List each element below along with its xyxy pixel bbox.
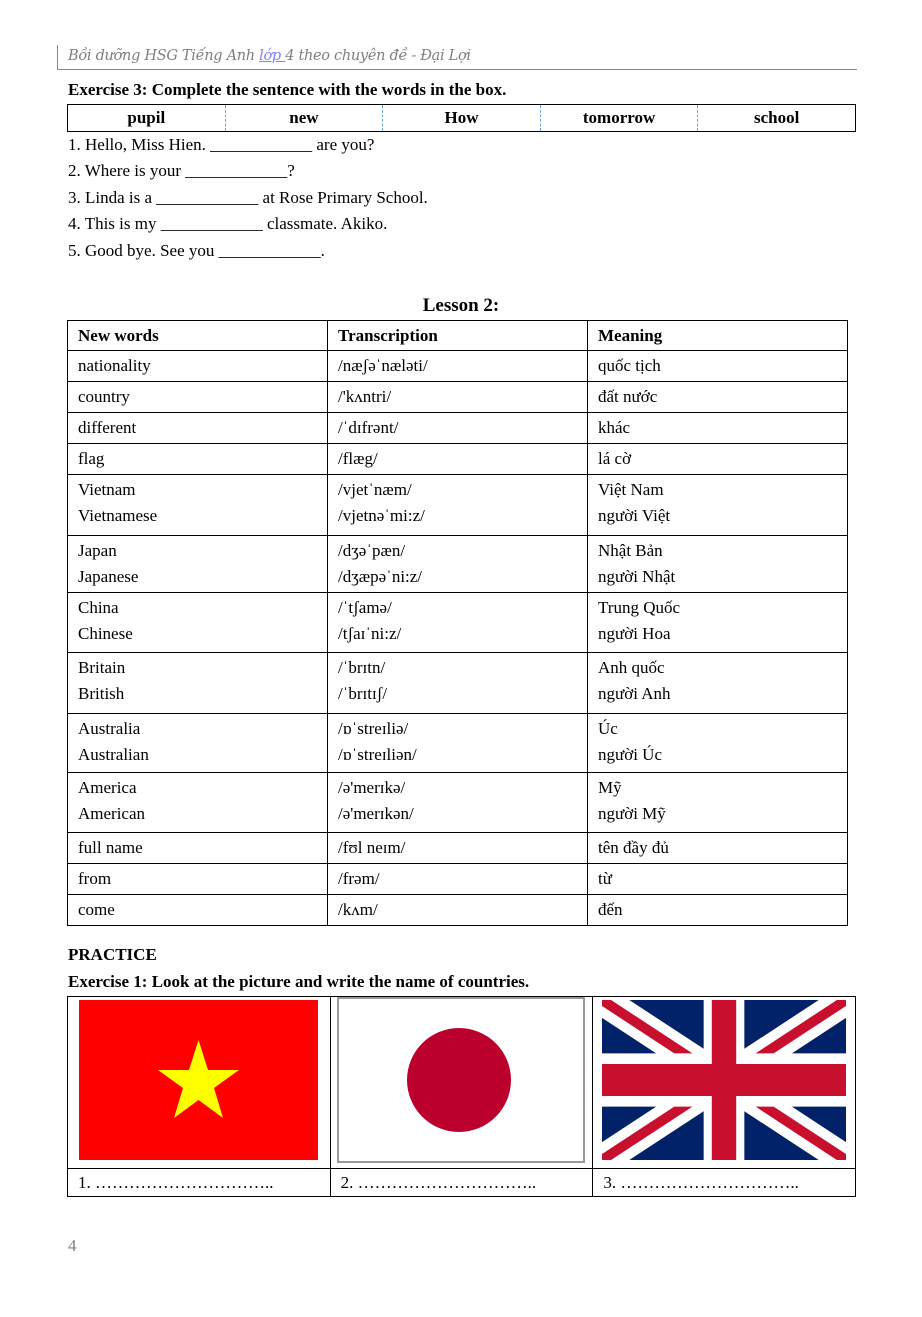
- transcription: /kʌm/: [338, 900, 378, 919]
- sentence: 2. Where is your ____________?: [68, 161, 295, 180]
- word-cell: [68, 773, 328, 833]
- transcription: /ə'merɪkən/: [338, 804, 414, 823]
- table-row: [68, 444, 848, 475]
- word: British: [78, 684, 125, 703]
- transcription-cell: [328, 536, 588, 593]
- word: Australian: [78, 745, 149, 764]
- transcription: /vjetnəˈmi:z/: [338, 506, 425, 525]
- meaning: người Úc: [598, 745, 662, 764]
- transcription-cell: [328, 444, 588, 475]
- header-divider: [57, 69, 857, 70]
- transcription: /dʒæpəˈni:z/: [338, 567, 423, 586]
- transcription: /flæg/: [338, 449, 378, 468]
- table-row: [68, 475, 848, 536]
- meaning-cell: [588, 833, 848, 864]
- meaning-cell: [588, 864, 848, 895]
- lesson-title: Lesson 2:: [422, 295, 500, 316]
- meaning: người Việt: [598, 506, 671, 525]
- meaning-cell: [588, 444, 848, 475]
- word: from: [78, 869, 112, 888]
- meaning-cell: [588, 413, 848, 444]
- word: country: [78, 387, 130, 406]
- meaning: Úc: [598, 719, 618, 738]
- flag-cell: [593, 997, 856, 1169]
- transcription: /ɒˈstreɪliən/: [338, 745, 417, 764]
- page-number: 4: [68, 1236, 77, 1255]
- table-row: [68, 773, 848, 833]
- table-row: [68, 895, 848, 926]
- exercise1-title: Exercise 1: Look at the picture and write the name of countries.: [68, 972, 530, 991]
- word: American: [78, 804, 146, 823]
- transcription-cell: [328, 833, 588, 864]
- answer-blank[interactable]: 3. …………………………..: [593, 1169, 856, 1197]
- word: How: [382, 105, 540, 131]
- table-row: [68, 714, 848, 773]
- header-link[interactable]: lớp: [259, 48, 286, 64]
- word-cell: [68, 351, 328, 382]
- word: America: [78, 778, 137, 797]
- word-cell: [68, 864, 328, 895]
- table-row: [68, 864, 848, 895]
- column-header: Transcription: [328, 321, 588, 351]
- meaning: Trung Quốc: [598, 598, 681, 617]
- sentence: 1. Hello, Miss Hien. ____________ are you?: [68, 135, 375, 154]
- meaning: Mỹ: [598, 778, 622, 797]
- meaning-cell: [588, 714, 848, 773]
- word: Chinese: [78, 624, 133, 643]
- word-cell: [68, 536, 328, 593]
- transcription-cell: [328, 653, 588, 714]
- transcription: /fʊl neɪm/: [338, 838, 406, 857]
- word-cell: [68, 475, 328, 536]
- table-row: [68, 593, 848, 653]
- transcription: /'kʌntri/: [338, 387, 392, 406]
- exercise3-title: Exercise 3: Complete the sentence with the words in the box.: [68, 80, 507, 99]
- word: different: [78, 418, 137, 437]
- table-row: [68, 351, 848, 382]
- meaning-cell: [588, 593, 848, 653]
- answer-blank[interactable]: 1. …………………………..: [68, 1169, 331, 1197]
- meaning-cell: [588, 475, 848, 536]
- transcription: /ˈtʃamə/: [338, 598, 392, 617]
- flag-cell: [68, 997, 331, 1169]
- meaning: Nhật Bản: [598, 541, 663, 560]
- word-cell: [68, 444, 328, 475]
- word: school: [697, 105, 855, 131]
- meaning: đến: [598, 900, 623, 919]
- sentence: 4. This is my ____________ classmate. Akiko.: [68, 214, 388, 233]
- meaning: đất nước: [598, 387, 658, 406]
- meaning: từ: [598, 869, 612, 888]
- word: come: [78, 900, 115, 919]
- word: Japan: [78, 541, 117, 560]
- word-cell: [68, 413, 328, 444]
- table-row: [68, 382, 848, 413]
- sentence: 5. Good bye. See you ____________.: [68, 241, 325, 260]
- word: tomorrow: [540, 105, 698, 131]
- transcription: /ɒˈstreɪliə/: [338, 719, 409, 738]
- header-text: Bồi dưỡng HSG Tiếng Anh: [68, 48, 260, 64]
- meaning-cell: [588, 895, 848, 926]
- word: Vietnamese: [78, 506, 158, 525]
- table-row: [68, 833, 848, 864]
- meaning: quốc tịch: [598, 356, 661, 375]
- transcription-cell: [328, 413, 588, 444]
- transcription: /ˈbrɪtɪʃ/: [338, 684, 388, 703]
- transcription: /dʒəˈpæn/: [338, 541, 406, 560]
- word: pupil: [127, 108, 166, 127]
- meaning-cell: [588, 653, 848, 714]
- table-row: [68, 653, 848, 714]
- word-box: [67, 104, 856, 132]
- word: nationality: [78, 356, 151, 375]
- meaning: tên đầy đủ: [598, 838, 669, 857]
- meaning: Việt Nam: [598, 480, 664, 499]
- word-cell: [68, 833, 328, 864]
- meaning: khác: [598, 418, 631, 437]
- transcription-cell: [328, 593, 588, 653]
- uk-flag-icon: [602, 1000, 846, 1160]
- transcription: /ˈdɪfrənt/: [338, 418, 399, 437]
- vietnam-flag-icon: [79, 1000, 318, 1160]
- word-cell: [68, 895, 328, 926]
- meaning: người Nhật: [598, 567, 676, 586]
- header-text-end: 4 theo chuyên đề - Đại Lợi: [285, 48, 471, 64]
- transcription-cell: [328, 351, 588, 382]
- word: Britain: [78, 658, 126, 677]
- word-cell: [68, 714, 328, 773]
- vocabulary-table: [67, 320, 848, 926]
- meaning-cell: [588, 382, 848, 413]
- word-cell: [68, 593, 328, 653]
- header-bar: [57, 45, 58, 70]
- word: Japanese: [78, 567, 139, 586]
- transcription: /vjetˈnæm/: [338, 480, 412, 499]
- transcription: /ə'merɪkə/: [338, 778, 406, 797]
- flag-cell: [330, 997, 593, 1169]
- meaning: người Mỹ: [598, 804, 666, 823]
- meaning-cell: [588, 773, 848, 833]
- word: new: [225, 105, 383, 131]
- transcription-cell: [328, 895, 588, 926]
- transcription-cell: [328, 382, 588, 413]
- transcription: /ˈbrɪtn/: [338, 658, 386, 677]
- meaning-cell: [588, 536, 848, 593]
- transcription-cell: [328, 475, 588, 536]
- word: Australia: [78, 719, 141, 738]
- word-cell: [68, 653, 328, 714]
- transcription-cell: [328, 773, 588, 833]
- page-header: [68, 48, 471, 64]
- word: flag: [78, 449, 105, 468]
- word-cell: [68, 382, 328, 413]
- column-header: New words: [68, 321, 328, 351]
- transcription: /tʃaɪˈni:z/: [338, 624, 402, 643]
- japan-flag-icon: [337, 997, 585, 1163]
- answer-blank[interactable]: 2. …………………………..: [330, 1169, 593, 1197]
- practice-heading: PRACTICE: [68, 945, 157, 964]
- transcription-cell: [328, 714, 588, 773]
- meaning: người Anh: [598, 684, 671, 703]
- flags-table: [67, 996, 856, 1197]
- meaning-cell: [588, 351, 848, 382]
- meaning: người Hoa: [598, 624, 671, 643]
- meaning: lá cờ: [598, 449, 632, 468]
- table-row: [68, 413, 848, 444]
- word: China: [78, 598, 119, 617]
- sentence: 3. Linda is a ____________ at Rose Primary School.: [68, 188, 428, 207]
- meaning: Anh quốc: [598, 658, 665, 677]
- column-header: Meaning: [588, 321, 848, 351]
- transcription: /næʃəˈnæləti/: [338, 356, 428, 375]
- table-row: [68, 536, 848, 593]
- transcription-cell: [328, 864, 588, 895]
- transcription: /frəm/: [338, 869, 380, 888]
- word: Vietnam: [78, 480, 136, 499]
- word: full name: [78, 838, 143, 857]
